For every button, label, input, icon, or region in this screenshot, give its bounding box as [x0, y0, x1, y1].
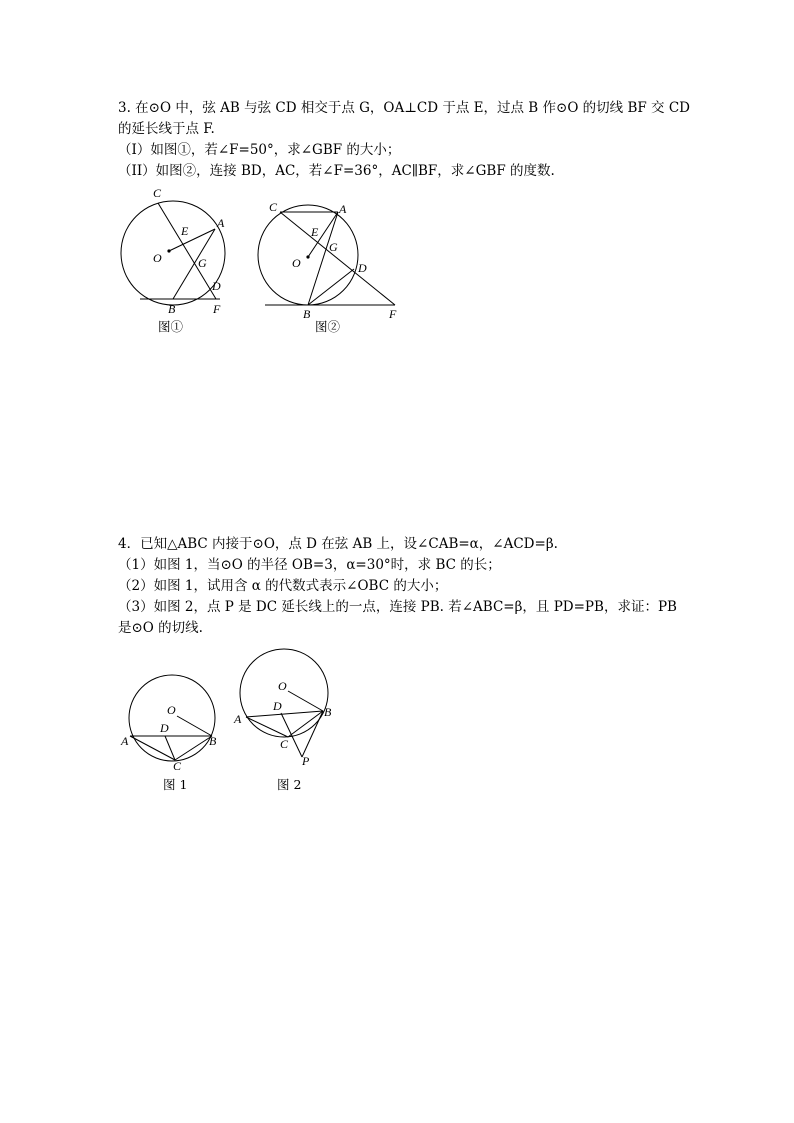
fig1-caption: 图① — [158, 319, 184, 334]
chord-cd-extended — [158, 203, 216, 299]
problem4-figure1 — [115, 668, 230, 778]
fig2-caption: 图② — [315, 319, 341, 334]
label-o: O — [278, 679, 287, 693]
problem4-part1: （1）如图 1，当⊙O 的半径 OB=3，α=30°时，求 BC 的长； — [118, 557, 501, 573]
problem3-line1: 3. 在⊙O 中，弦 AB 与弦 CD 相交于点 G，OA⊥CD 于点 E，过点 B 作⊙O 的切线 BF 交 CD — [118, 100, 690, 116]
label-a: A — [121, 734, 129, 748]
label-p: P — [302, 754, 310, 768]
label-e: E — [181, 224, 189, 238]
segment-pb — [302, 711, 323, 757]
label-d: D — [160, 721, 169, 735]
problem3-part1: （I）如图①，若∠F=50°，求∠GBF 的大小； — [118, 142, 401, 158]
label-b: B — [303, 307, 311, 321]
label-a: A — [339, 202, 347, 216]
label-g: G — [198, 256, 207, 270]
chord-ab — [246, 711, 323, 717]
segment-ob — [288, 691, 323, 711]
label-a: A — [217, 216, 225, 230]
label-c: C — [153, 186, 162, 200]
label-o: O — [167, 703, 176, 717]
label-a: A — [234, 712, 242, 726]
fig1-caption: 图 1 — [163, 777, 188, 792]
problem4-part2: （2）如图 1，试用含 α 的代数式表示∠OBC 的大小； — [118, 578, 448, 594]
chord-bc — [288, 711, 323, 737]
circle — [258, 205, 358, 305]
problem4-part3: （3）如图 2，点 P 是 DC 延长线上的一点，连接 PB. 若∠ABC=β，且 PD=PB，求证：PB — [118, 599, 677, 615]
label-b: B — [324, 705, 332, 719]
problem3-line2: 的延长线于点 F. — [118, 121, 215, 137]
segment-ob — [177, 716, 212, 736]
problem4-line1: 4．已知△ABC 内接于⊙O，点 D 在弦 AB 上，设∠CAB=α，∠ACD=β. — [118, 536, 558, 552]
circle — [240, 649, 328, 737]
chord-bc — [175, 736, 212, 760]
problem3-part2: （II）如图②，连接 BD，AC，若∠F=36°，AC∥BF，求∠GBF 的度数. — [118, 163, 555, 179]
label-f: F — [389, 307, 397, 321]
circle — [121, 201, 225, 305]
label-d: D — [273, 699, 282, 713]
problem4-line5: 是⊙O 的切线. — [118, 620, 203, 636]
center-point — [306, 255, 309, 258]
problem3-figure1 — [110, 185, 240, 320]
label-b: B — [168, 302, 176, 316]
label-o: O — [292, 256, 301, 270]
label-c: C — [280, 737, 289, 751]
label-d: D — [212, 279, 221, 293]
label-o: O — [153, 251, 162, 265]
label-c: C — [269, 200, 278, 214]
label-b: B — [209, 734, 217, 748]
label-g: G — [329, 240, 338, 254]
label-e: E — [311, 225, 319, 239]
center-point — [167, 249, 170, 252]
label-d: D — [358, 261, 367, 275]
label-f: F — [213, 302, 221, 316]
problem4-figure2 — [228, 645, 348, 770]
problem3-figure2 — [250, 195, 410, 325]
fig2-caption: 图 2 — [277, 777, 302, 792]
circle — [129, 675, 215, 761]
segment-dc — [165, 736, 175, 760]
label-c: C — [173, 759, 182, 773]
